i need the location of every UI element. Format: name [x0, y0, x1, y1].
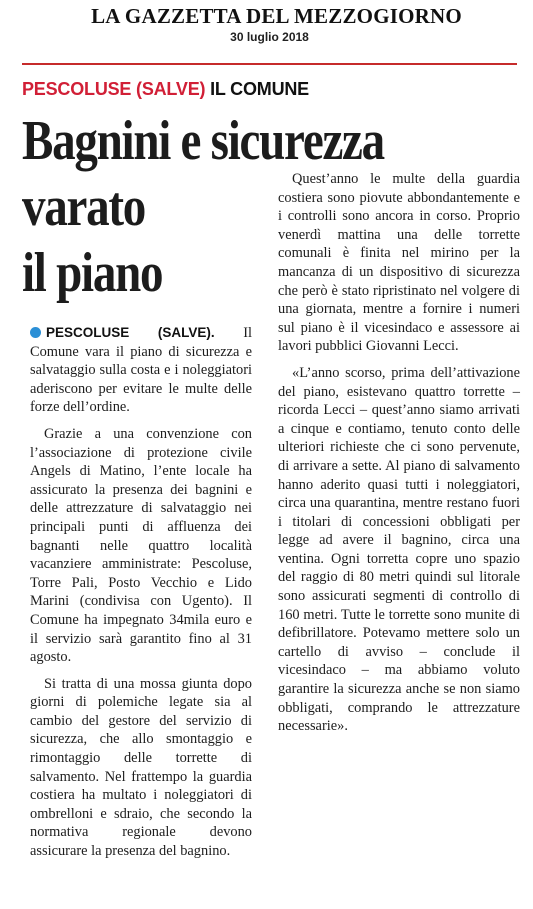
lead-paragraph — [30, 324, 252, 417]
masthead — [0, 4, 533, 44]
header-divider — [22, 63, 517, 65]
publication-date: 30 luglio 2018 — [230, 30, 309, 44]
headline-line-3: il piano — [22, 242, 163, 304]
body-paragraph-2: Grazie a una convenzione con l’associazione di protezione civile Angels di Matino, l’ente locale ha assicurato la presenza dei bagnini e delle attrezzature di salvataggio nei principali punti di affluenza dei bagnanti nelle quattro località vacanziere amministrate: Pescoluse, Torre Pali, Posto Vecchio e Lido Marini (condivisa con Ugento). Il Comune ha impegnato 34mila euro e il servizio sarà garantito fino al 31 agosto. — [30, 425, 252, 666]
headline-line-2: varato — [22, 176, 146, 238]
kicker-place: PESCOLUSE (SALVE) — [22, 79, 206, 99]
body-paragraph-3: Si tratta di una mossa giunta dopo giorni di polemiche legate sia al cambio del gestore del servizio di sicurezza, che allo smontaggio e rimontaggio delle torrette di salvamento. Nel frattempo la guardia costiera ha multato i noleggiatori di ombrelloni e sdraio, che secondo la normativa regionale devono assicurare la presenza del bagnino. — [30, 675, 252, 860]
body-paragraph-5: «L’anno scorso, prima dell’attivazione del piano, esistevano quattro torrette – ricorda Lecci – quest’anno siamo arrivati a cinque e contiamo, tenuto conto delle ulteriori richieste che ci sono pervenute, di arrivare a sette. Al piano di salvamento hanno aderito quasi tutti i noleggiatori, circa una quarantina, mentre restano fuori i titolari di concessioni obbligati per legge ad avere il bagnino, circa una ventina. Ogni torretta copre uno spazio del raggio di 80 metri quindi sul litorale sono assicurati segmenti di controllo di 160 metri. Tutte le torrette sono munite di defibrillatore. Potevamo mettere solo un cartello di avviso – conclude il vicesindaco – ma abbiamo voluto garantire la sicurezza anche se non siamo obbligati, comprando le attrezzature necessarie». — [278, 364, 520, 735]
kicker-topic: IL COMUNE — [210, 79, 309, 99]
body-paragraph-4: Quest’anno le multe della guardia costiera sono piovute abbondantemente e i controlli sono ancora in corso. Proprio venerdì mattina una delle torrette comunali è finita nel mirino per la mancanza di un dispositivo di sicurezza che però è stato ripristinato nel volgere di una giornata, mentre a fornire i numeri sul piano è il vicesindaco e assessore ai lavori pubblici Giovanni Lecci. — [278, 171, 520, 355]
article-column-right — [278, 170, 520, 744]
lead-text: Il Comune vara il piano di sicurezza e salvataggio sulla costa e i noleggiatori aderiscono per evitare le multe delle forze dell’ordine. — [30, 325, 252, 416]
lead-dateline: PESCOLUSE (SALVE). — [46, 325, 215, 340]
kicker — [22, 78, 309, 100]
headline-line-1: Bagnini e sicurezza — [22, 110, 384, 172]
article-column-left — [30, 324, 252, 869]
bullet-dot-icon — [30, 327, 41, 338]
masthead-title: LA GAZZETTA DEL MEZZOGIORNO — [91, 4, 462, 28]
